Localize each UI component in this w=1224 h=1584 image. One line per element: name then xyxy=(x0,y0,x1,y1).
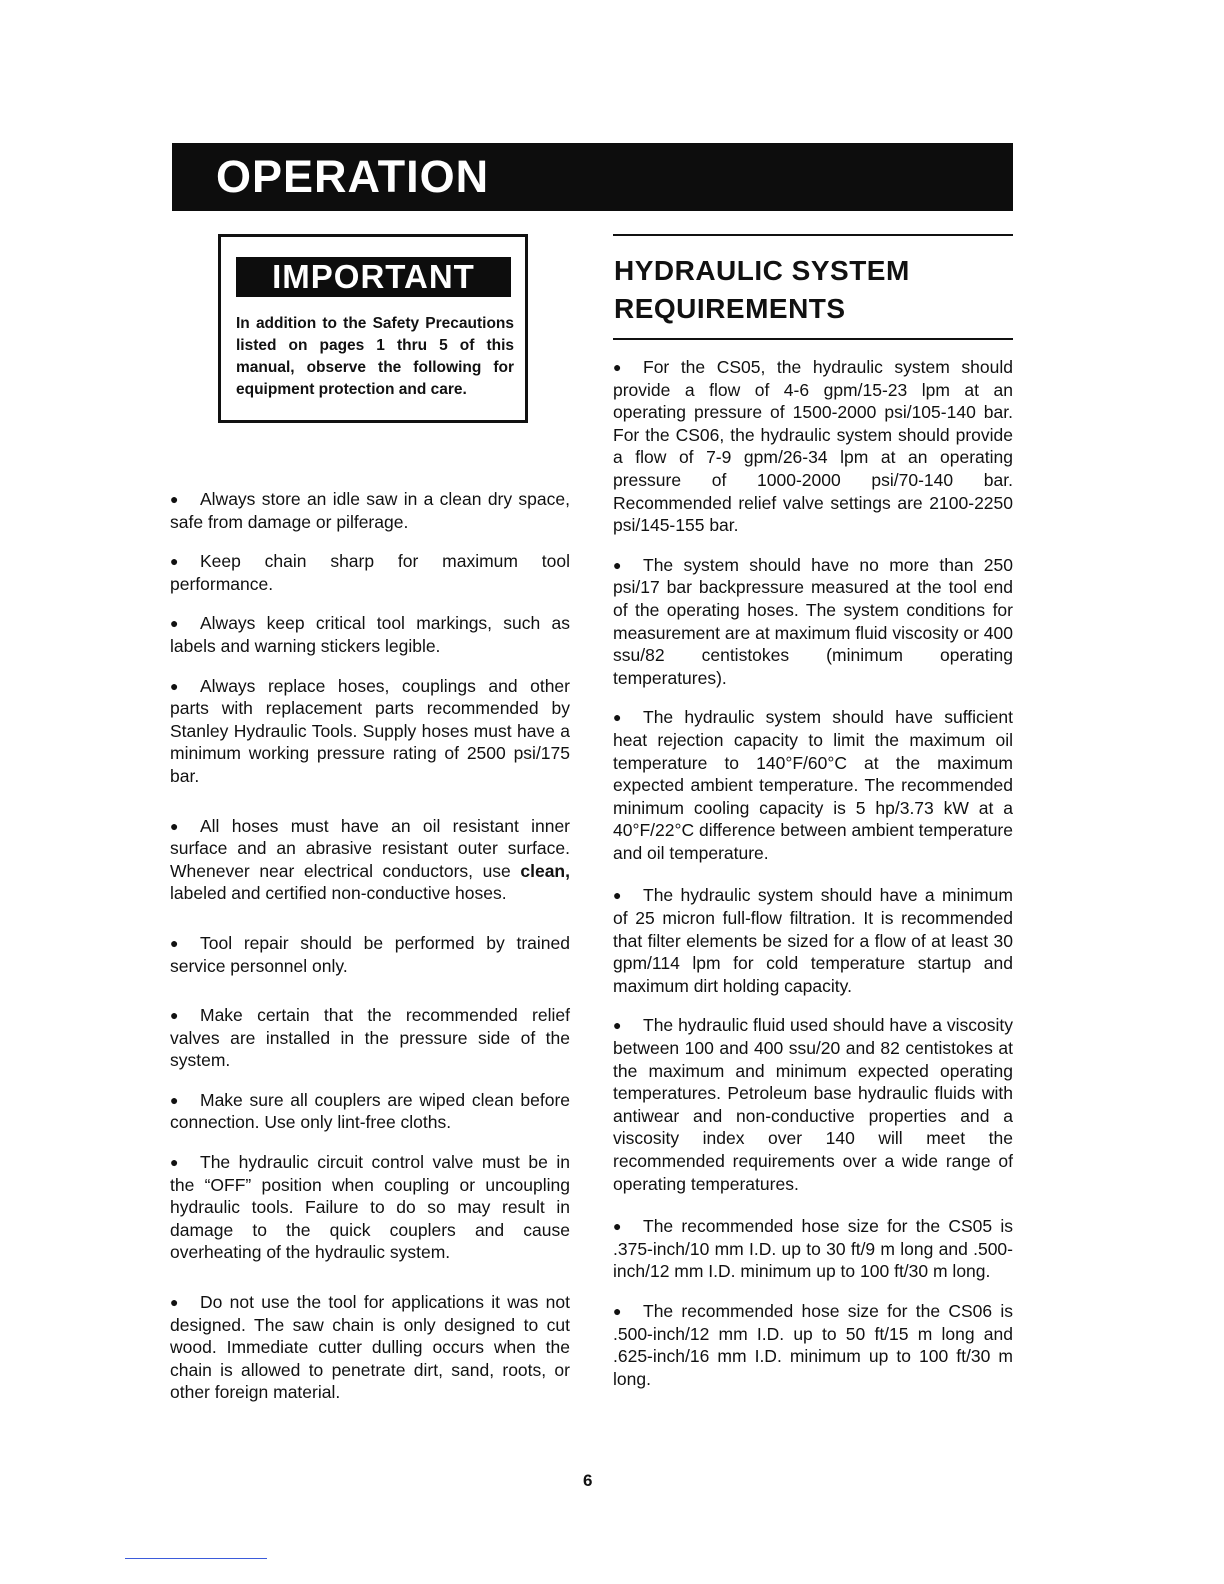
list-item: ● Tool repair should be performed by trained service personnel only. xyxy=(170,932,570,976)
list-item: ● All hoses must have an oil resistant inner surface and an abrasive resistant outer surface. Whenever near electrical conductors, use clean, labeled and certified non-conductive hoses. xyxy=(170,815,570,904)
important-text: In addition to the Safety Precautions listed on pages 1 thru 5 of this manual, observe the following for equipment protection and care. xyxy=(236,315,514,398)
bullet-icon: ● xyxy=(170,1154,179,1171)
bullet-icon: ● xyxy=(170,491,179,507)
list-item: ● The hydraulic circuit control valve must be in the “OFF” position when coupling or uncoupling hydraulic tools. Failure to do so may result in damage to the quick couplers and cause overheating of the hydraulic system. xyxy=(170,1152,570,1263)
list-item: ● The hydraulic fluid used should have a viscosity between 100 and 400 ssu/20 and 82 centistokes at the maximum and minimum expected operating temperatures. Petroleum base hydraulic fluids with antiwear and non-conductive properties and a viscosity index over 140 will meet the recommended requirements over a wide range of operating temperatures. xyxy=(613,1015,1013,1194)
list-item: ● Keep chain sharp for maximum tool performance. xyxy=(170,551,570,594)
list-item: ● The hydraulic system should have a minimum of 25 micron full-flow filtration. It is recommended that filter elements be sized for a flow of at least 30 gpm/114 lpm for cold temperature startup and maximum dirt holding capacity. xyxy=(613,885,1013,996)
list-item: ● Do not use the tool for applications it was not designed. The saw chain is only designed to cut wood. Immediate cutter dulling occurs when the chain is allowed to penetrate dirt, sand, roots, or other foreign material. xyxy=(170,1292,570,1403)
bullet-icon: ● xyxy=(170,1091,179,1108)
important-notice-box xyxy=(218,234,528,423)
bullet-icon: ● xyxy=(613,709,622,726)
list-item: ● The hydraulic system should have sufficient heat rejection capacity to limit the maximum oil temperature to 140°F/60°C at the maximum expected ambient temperature. The recommended minimum cooling capacity is 5 hp/3.73 kW at a 40°F/22°C difference between ambient temperature and oil temperature. xyxy=(613,707,1013,863)
bullet-icon: ● xyxy=(613,1302,622,1319)
page-title: OPERATION xyxy=(216,151,490,202)
list-item: ● Always replace hoses, couplings and other parts with replacement parts recommended by Stanley Hydraulic Tools. Supply hoses must have a minimum working pressure rating of 2500 psi/175 bar. xyxy=(170,675,570,786)
footer-link-line xyxy=(125,1558,267,1559)
section-title: HYDRAULIC SYSTEM REQUIREMENTS xyxy=(614,255,910,324)
bullet-icon: ● xyxy=(170,1294,179,1311)
section-rule-top xyxy=(613,234,1013,236)
right-column xyxy=(613,356,1013,1390)
bullet-icon: ● xyxy=(613,359,622,375)
bullet-icon: ● xyxy=(170,1007,179,1024)
bullet-icon: ● xyxy=(613,1218,622,1235)
list-item: ● Always keep critical tool markings, such as labels and warning stickers legible. xyxy=(170,613,570,656)
list-item: ● The recommended hose size for the CS05 is .375-inch/10 mm I.D. up to 30 ft/9 m long and .500-inch/12 mm I.D. minimum up to 100 ft/30 m long. xyxy=(613,1216,1013,1282)
bullet-icon: ● xyxy=(613,556,622,573)
list-item: ● For the CS05, the hydraulic system should provide a flow of 4-6 gpm/15-23 lpm at an operating pressure of 1500-2000 psi/105-140 bar. For the CS06, the hydraulic system should provide a flow of 7-9 gpm/26-34 lpm at an operating pressure of 1000-2000 psi/70-140 bar. Recommended relief valve settings are 2100-2250 psi/145-155 bar. xyxy=(613,357,1013,536)
emphasis-clean: clean, xyxy=(520,860,570,881)
bullet-icon: ● xyxy=(170,934,179,951)
page-number: 6 xyxy=(583,1471,593,1490)
bullet-icon: ● xyxy=(170,553,179,570)
bullet-icon: ● xyxy=(170,677,179,694)
list-item: ● Always store an idle saw in a clean dry space, safe from damage or pilferage. xyxy=(170,489,570,532)
list-item: ● The recommended hose size for the CS06 is .500-inch/12 mm I.D. up to 50 ft/15 m long and .625-inch/16 mm I.D. minimum up to 100 ft/30 m long. xyxy=(613,1300,1013,1389)
left-column xyxy=(170,488,570,1404)
section-header-bar xyxy=(172,143,1013,211)
bullet-icon: ● xyxy=(170,817,179,834)
list-item: ● The system should have no more than 250 psi/17 bar backpressure measured at the tool end of the operating hoses. The system conditions for measurement are at maximum fluid viscosity or 400 ssu/82 centistokes (minimum operating temperatures). xyxy=(613,554,1013,688)
list-item: ● Make certain that the recommended relief valves are installed in the pressure side of the system. xyxy=(170,1005,570,1071)
section-rule-bottom xyxy=(613,338,1013,340)
list-item: ● Make sure all couplers are wiped clean before connection. Use only lint-free cloths. xyxy=(170,1089,570,1133)
bullet-icon: ● xyxy=(613,887,622,904)
bullet-icon: ● xyxy=(170,615,179,632)
important-label: IMPORTANT xyxy=(236,257,511,297)
bullet-icon: ● xyxy=(613,1017,622,1034)
